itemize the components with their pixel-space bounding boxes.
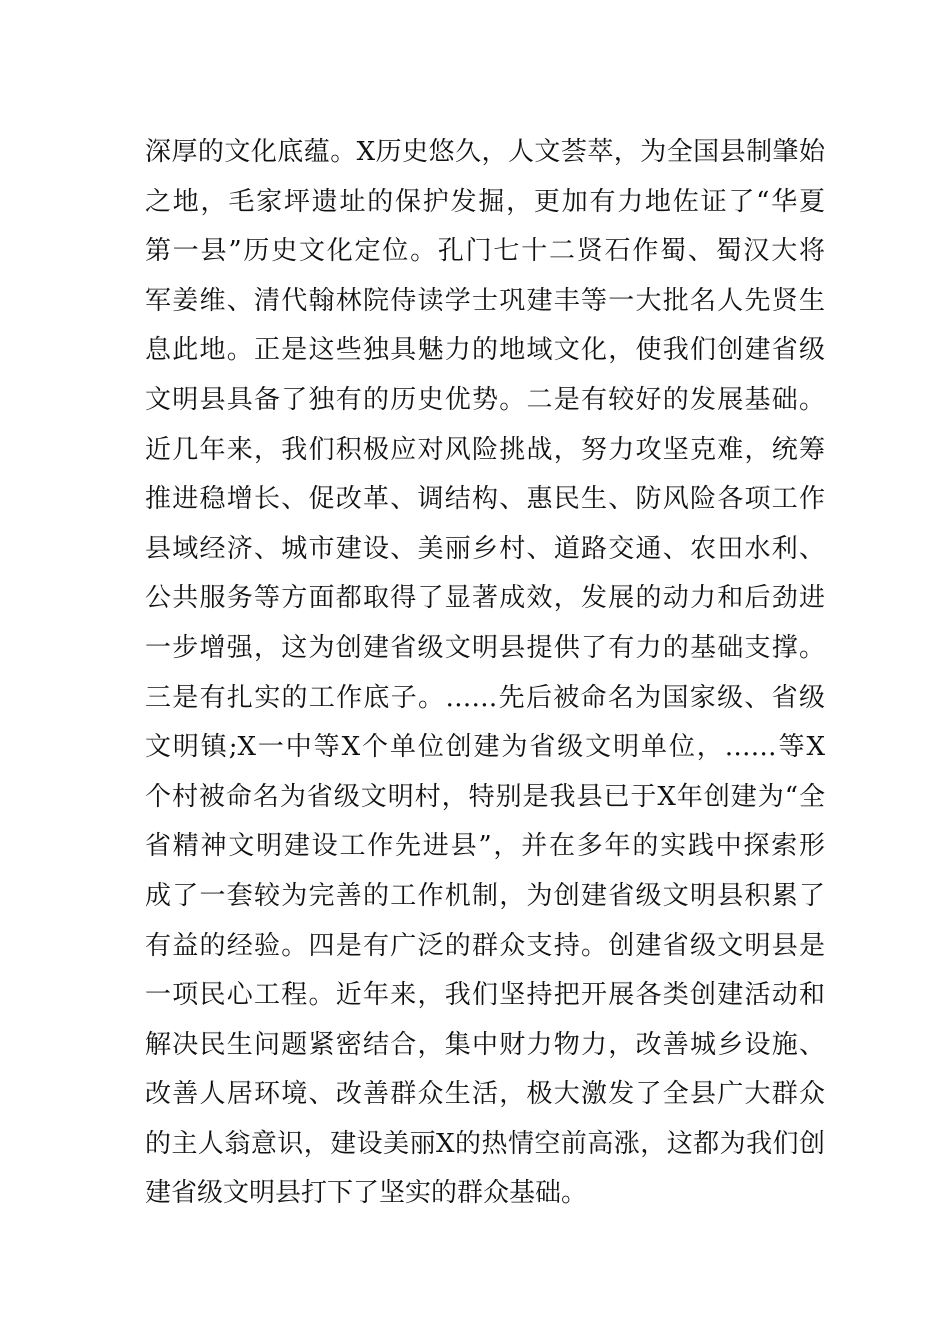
body-paragraph (145, 128, 825, 1219)
text-line: 解决民生问题紧密结合，集中财力物力，改善城乡设施、 (145, 1029, 825, 1060)
text-line: 文明县具备了独有的历史优势。二是有较好的发展基础。 (145, 384, 825, 415)
text-line: 改善人居环境、改善群众生活，极大激发了全县广大群众 (145, 1079, 825, 1110)
text-line: 省精神文明建设工作先进县”，并在多年的实践中探索形 (145, 831, 825, 862)
text-line: 建省级文明县打下了坚实的群众基础。 (145, 1178, 588, 1209)
text-line: 推进稳增长、促改革、调结构、惠民生、防风险各项工作 (145, 484, 825, 515)
text-line: 之地，毛家坪遗址的保护发掘，更加有力地佐证了“华夏 (145, 186, 825, 217)
text-line: 三是有扎实的工作底子。……先后被命名为国家级、省级 (145, 682, 825, 713)
text-line: 第一县”历史文化定位。孔门七十二贤石作蜀、蜀汉大将 (145, 236, 825, 267)
text-line: 文明镇;X一中等X个单位创建为省级文明单位，……等X (145, 732, 825, 763)
text-line: 的主人翁意识，建设美丽X的热情空前高涨，这都为我们创 (145, 1128, 825, 1159)
text-line: 一项民心工程。近年来，我们坚持把开展各类创建活动和 (145, 980, 825, 1011)
text-line: 个村被命名为省级文明村，特别是我县已于X年创建为“全 (145, 781, 825, 812)
text-line: 军姜维、清代翰林院侍读学士巩建丰等一大批名人先贤生 (145, 285, 825, 316)
text-line: 县域经济、城市建设、美丽乡村、道路交通、农田水利、 (145, 533, 825, 564)
text-line: 成了一套较为完善的工作机制，为创建省级文明县积累了 (145, 880, 825, 911)
text-line: 近几年来，我们积极应对风险挑战，努力攻坚克难，统筹 (145, 434, 825, 465)
text-line: 一步增强，这为创建省级文明县提供了有力的基础支撑。 (145, 632, 825, 663)
text-line: 公共服务等方面都取得了显著成效，发展的动力和后劲进 (145, 583, 825, 614)
text-line: 息此地。正是这些独具魅力的地域文化，使我们创建省级 (145, 335, 825, 366)
text-line: 深厚的文化底蕴。X历史悠久，人文荟萃，为全国县制肇始 (145, 137, 825, 167)
text-line: 有益的经验。四是有广泛的群众支持。创建省级文明县是 (145, 930, 825, 961)
